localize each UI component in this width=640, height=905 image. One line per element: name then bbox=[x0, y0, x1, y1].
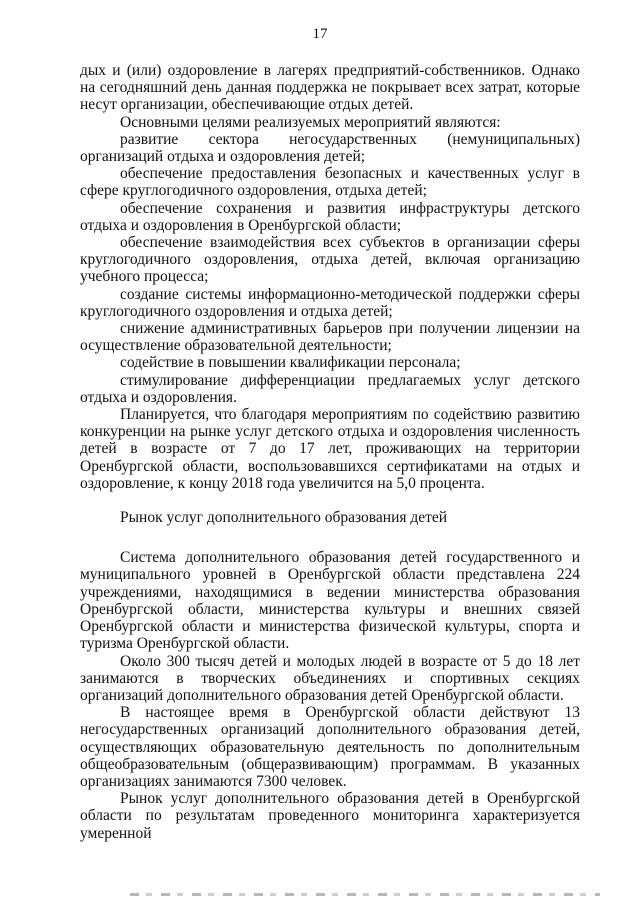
paragraph: Основными целями реализуемых мероприятий являются: bbox=[120, 113, 501, 131]
list-item: содействие в повышении квалификации персонала; bbox=[120, 354, 461, 372]
spacer bbox=[80, 526, 580, 549]
spacer bbox=[80, 492, 580, 509]
paragraph: Рынок услуг дополнительного образования детей в Оренбургской области по результатам проведенного мониторинга характеризуется умеренной bbox=[80, 790, 580, 842]
list-item: обеспечение взаимодействия всех субъектов в организации сферы круглогодичного оздоровления, отдыха детей, включая организацию учебного процесса; bbox=[80, 234, 580, 286]
list-item: стимулирование дифференциации предлагаемых услуг детского отдыха и оздоровления. bbox=[80, 371, 580, 406]
list-item: развитие сектора негосударственных (немуниципальных) организаций отдыха и оздоровления детей; bbox=[80, 130, 580, 166]
section-title: Рынок услуг дополнительного образования детей bbox=[120, 509, 448, 527]
list-item: снижение административных барьеров при получении лицензии на осуществление образовательной деятельности; bbox=[80, 320, 580, 355]
footer-scan-artifact bbox=[130, 893, 600, 896]
paragraph: Около 300 тысяч детей и молодых людей в возрасте от 5 до 18 лет занимаются в творческих объединениях и спортивных секциях организаций дополнительного образования детей Оренбургской области. bbox=[80, 652, 580, 704]
paragraph: дых и (или) оздоровление в лагерях предприятий-собственников. Однако на сегодняшний день данная поддержка не покрывает всех затрат, которые несут организации, обеспечивающие отдых детей. bbox=[80, 62, 580, 114]
paragraph: В настоящее время в Оренбургской области действуют 13 негосударственных организаций дополнительного образования детей, осуществляющих образовательную деятельность по дополнительным общеобразовательным (общеразвивающим) программам. В указанных организациях занимаются 7300 человек. bbox=[80, 704, 580, 790]
page-number: 17 bbox=[312, 26, 328, 42]
paragraph: Система дополнительного образования детей государственного и муниципального уровней в Оренбургской области представлена 224 учреждениями, находящимися в ведении министерства образования Оренбургской области, министерства культуры и внешних связей Оренбургской области и министерства физической культуры, спорта и туризма Оренбургской области. bbox=[80, 549, 580, 653]
body-text bbox=[80, 62, 580, 842]
list-item: обеспечение сохранения и развития инфраструктуры детского отдыха и оздоровления в Оренбургской области; bbox=[80, 199, 580, 234]
paragraph: Планируется, что благодаря мероприятиям по содействию развитию конкуренции на рынке услуг детского отдыха и оздоровления численность детей в возрасте от 7 до 17 лет, проживающих на территории Оренбургской области, воспользовавшихся сертификатами на отдых и оздоровление, к концу 2018 года увеличится на 5,0 процента. bbox=[80, 406, 580, 492]
list-item: обеспечение предоставления безопасных и качественных услуг в сфере круглогодичного оздоровления, отдыха детей; bbox=[80, 165, 580, 200]
list-item: создание системы информационно-методической поддержки сферы круглогодичного оздоровления и отдыха детей; bbox=[80, 285, 580, 320]
